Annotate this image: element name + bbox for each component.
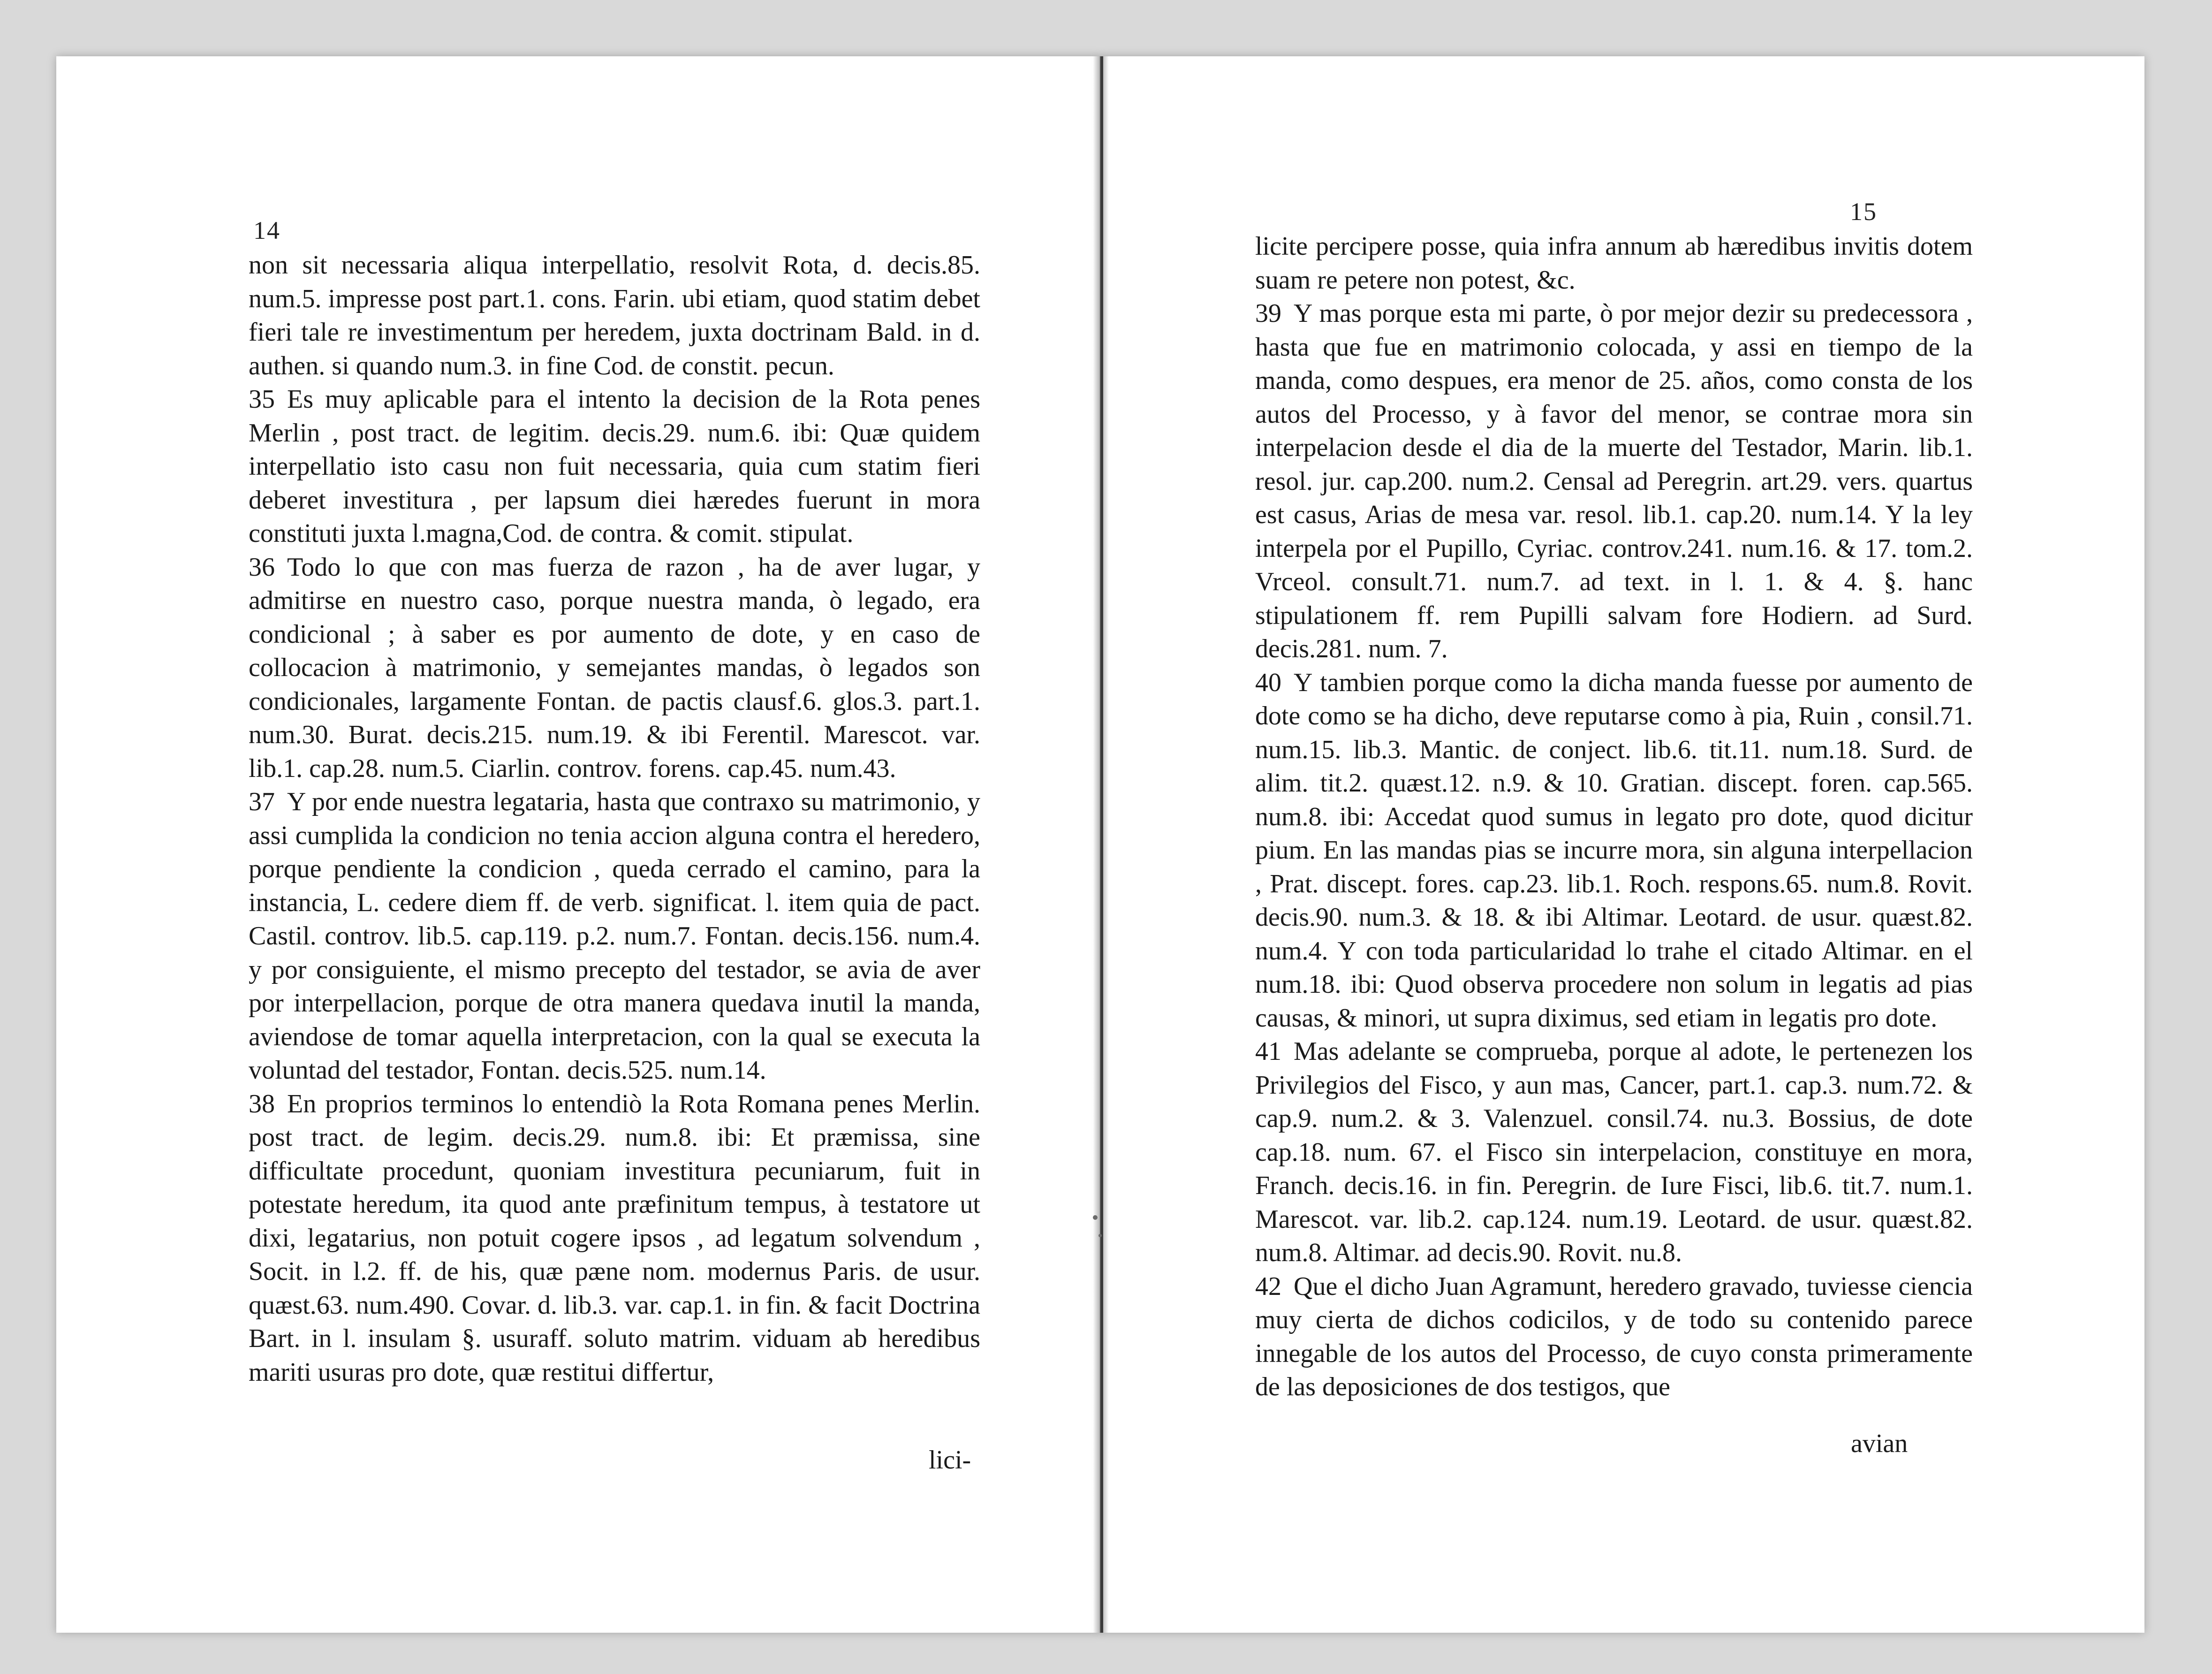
paragraph-text: Que el dicho Juan Agramunt, heredero gravado, tuviesse ciencia muy cierta de dichos codicilos, y de todo su contenido parece innegable de los autos del Processo, de cuyo consta primeramente de las deposiciones de dos testigos, que <box>1255 1271 1973 1401</box>
paragraph <box>1255 1035 1973 1270</box>
continuation-text: licite percipere posse, quia infra annum ab hæredibus invitis dotem suam re petere non potest, &c. <box>1255 232 1973 295</box>
paragraph <box>1255 1270 1973 1404</box>
paragraph-text: Y por ende nuestra legataria, hasta que contraxo su matrimonio, y assi cumplida la condicion no tenia accion alguna contra el heredero, porque pendiente la condicion , queda cerrado el camino, para la instancia, L. cedere diem ff. de verb. significat. l. item quia de pact. Castil. controv. lib.5. cap.119. p.2. num.7. Fontan. decis.156. num.4. y por consiguiente, el mismo precepto del testador, se avia de aver por interpellacion, porque de otra manera quedava inutil la manda, aviendose de tomar aquella interpretacion, con la qual se executa la voluntad del testador, Fontan. decis.525. num.14. <box>249 787 980 1085</box>
ink-smudge <box>1098 1234 1102 1237</box>
paragraph-number: 39 <box>1255 299 1281 328</box>
ink-smudge <box>1093 1215 1098 1220</box>
paragraph <box>249 383 980 551</box>
continuation-text: non sit necessaria aliqua interpellatio, resolvit Rota, d. decis.85. num.5. impresse post part.1. cons. Farin. ubi etiam, quod statim debet fieri tale re investimentum per heredem, juxta doctrinam Bald. in d. authen. si quando num.3. in fine Cod. de constit. pecun. <box>249 251 980 380</box>
paragraph-number: 37 <box>249 787 275 816</box>
left-page <box>56 56 1100 1633</box>
paragraph-number: 42 <box>1255 1271 1281 1301</box>
paragraph-number: 35 <box>249 385 275 414</box>
paragraph-number: 41 <box>1255 1037 1281 1066</box>
paragraph <box>249 551 980 786</box>
page-number: 15 <box>1850 198 1877 226</box>
catchword: lici- <box>929 1446 971 1475</box>
paragraph-text: Y mas porque esta mi parte, ò por mejor dezir su predecessora , hasta que fue en matrimonio colocada, y assi en tiempo de la manda, como despues, era menor de 25. años, como consta de los autos del Processo, y à favor del menor, se contrae mora sin interpelacion desde el dia de la muerte del Testador, Marin. lib.1. resol. jur. cap.200. num.2. Censal ad Peregrin. art.29. vers. quartus est casus, Arias de mesa var. resol. lib.1. cap.20. num.14. Y la ley interpela por el Pupillo, Cyriac. controv.241. num.16. & 17. tom.2. Vrceol. consult.71. num.7. ad text. in l. 1. & 4. §. hanc stipulationem ff. rem Pupilli salvam fore Hodiern. ad Surd. decis.281. num. 7. <box>1255 299 1973 663</box>
paragraph-text: En proprios terminos lo entendiò la Rota Romana penes Merlin. post tract. de legim. decis.29. num.8. ibi: Et præmissa, sine difficultate procedunt, quoniam investitura pecuniarum, fuit in potestate heredum, ita quod ante præfinitum tempus, à testatore ut dixi, legatarius, non potuit cogere ipsos , ad legatum solvendum , Socit. in l.2. ff. de his, quæ pæne nom. modernus Paris. de usur. quæst.63. num.490. Covar. d. lib.3. var. cap.1. in fin. & facit Doctrina Bart. in l. insulam §. usuraff. soluto matrim. viduam ab heredibus mariti usuras pro dote, quæ restitui differtur, <box>249 1089 980 1387</box>
paragraph-number: 38 <box>249 1089 275 1119</box>
page-text <box>1255 230 1973 1404</box>
paragraph <box>249 785 980 1088</box>
paragraph <box>249 1088 980 1390</box>
paragraph-number: 40 <box>1255 668 1281 697</box>
paragraph <box>1255 297 1973 666</box>
paragraph <box>1255 666 1973 1035</box>
page-number: 14 <box>253 216 280 244</box>
catchword: avian <box>1851 1429 1908 1458</box>
paragraph-number: 36 <box>249 552 275 582</box>
paragraph-text: Mas adelante se comprueba, porque al adote, le pertenezen los Privilegios del Fisco, y aun mas, Cancer, part.1. cap.3. num.72. & cap.9. num.2. & 3. Valenzuel. consil.74. nu.3. Bossius, de dote cap.18. num. 67. el Fisco sin interpelacion, constituye en mora, Franch. decis.16. in fin. Peregrin. de Iure Fisci, lib.6. tit.7. num.1. Marescot. var. lib.2. cap.124. num.19. Leotard. de usur. quæst.82. num.8. Altimar. ad decis.90. Rovit. nu.8. <box>1255 1037 1973 1267</box>
paragraph-text: Todo lo que con mas fuerza de razon , ha de aver lugar, y admitirse en nuestro caso, porque nuestra manda, ò legado, era condicional ; à saber es por aumento de dote, y en caso de collocacion à matrimonio, y semejantes mandas, ò legados son condicionales, largamente Fontan. de pactis clausf.6. glos.3. part.1. num.30. Burat. decis.215. num.19. & ibi Ferentil. Marescot. var. lib.1. cap.28. num.5. Ciarlin. controv. forens. cap.45. num.43. <box>249 552 980 783</box>
paragraph-text: Es muy aplicable para el intento la decision de la Rota penes Merlin , post tract. de legitim. decis.29. num.6. ibi: Quæ quidem interpellatio isto casu non fuit necessaria, quia cum statim fieri deberet investitura , per lapsum diei hæredes fuerunt in mora constituti juxta l.magna,Cod. de contra. & comit. stipulat. <box>249 385 980 548</box>
paragraph-text: Y tambien porque como la dicha manda fuesse por aumento de dote como se ha dicho, deve reputarse como à pia, Ruin , consil.71. num.15. lib.3. Mantic. de conject. lib.6. tit.11. num.18. Surd. de alim. tit.2. quæst.12. n.9. & 10. Gratian. discept. foren. cap.565. num.8. ibi: Accedat quod sumus in legato pro dote, quod dicitur pium. En las mandas pias se incurre mora, sin alguna interpellacion , Prat. discept. fores. cap.23. lib.1. Roch. respons.65. num.8. Rovit. decis.90. num.3. & 18. & ibi Altimar. Leotard. de usur. quæst.82. num.4. Y con toda particularidad lo trahe el citado Altimar. en el num.18. ibi: Quod observa procedere non solum in legatis ad pias causas, & minori, ut supra diximus, sed etiam in legatis pro dote. <box>1255 668 1973 1033</box>
right-page <box>1100 56 2144 1633</box>
page-text <box>249 249 980 1389</box>
gutter-line <box>1100 56 1103 1633</box>
